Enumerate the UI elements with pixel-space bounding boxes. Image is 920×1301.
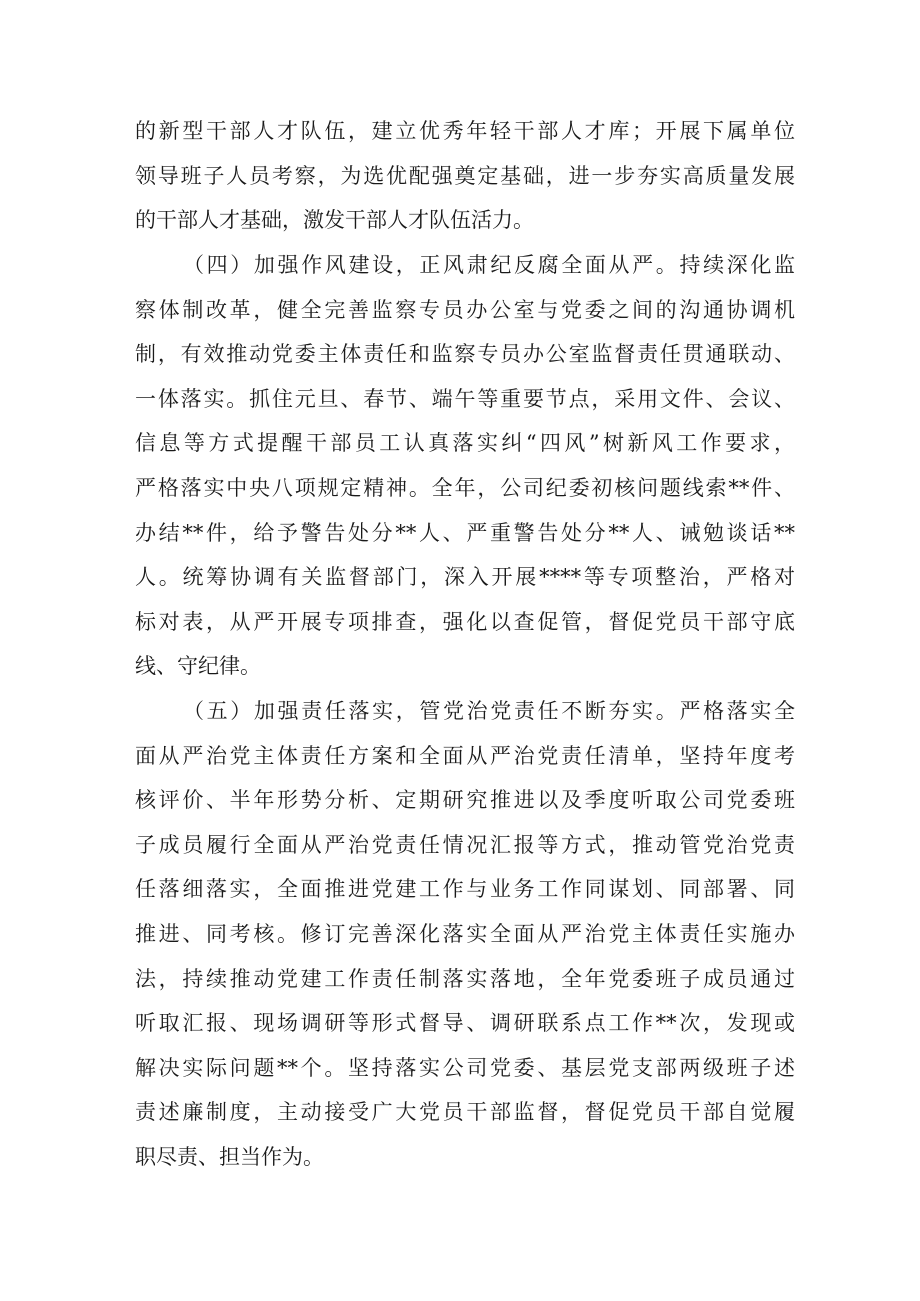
paragraph-2-line-1: （四）加强作风建设，正风肃纪反腐全面从严。持续深化监: [183, 253, 795, 277]
paragraph-3-line-1: （五）加强责任落实，管党治党责任不断夯实。严格落实全: [183, 699, 795, 723]
paragraph-1-line-3: 的干部人才基础，激发干部人才队伍活力。: [135, 208, 534, 232]
paragraph-3-line-11: 职尽责、担当作为。: [135, 1145, 324, 1169]
paragraph-2-line-7: 办结**件，给予警告处分**人、严重警告处分**人、诫勉谈话**: [135, 521, 795, 545]
paragraph-3-line-10: 责述廉制度，主动接受广大党员干部监督，督促党员干部自觉履: [135, 1100, 795, 1124]
paragraph-2-line-6: 严格落实中央八项规定精神。全年，公司纪委初核问题线索**件、: [135, 476, 795, 500]
paragraph-3-line-7: 法，持续推动党建工作责任制落实落地，全年党委班子成员通过: [135, 967, 795, 991]
paragraph-2-line-5: 信息等方式提醒干部员工认真落实纠“四风”树新风工作要求，: [135, 431, 795, 455]
paragraph-3-line-3: 核评价、半年形势分析、定期研究推进以及季度听取公司党委班: [135, 788, 795, 812]
paragraph-2-line-8: 人。统筹协调有关监督部门，深入开展****等专项整治，严格对: [135, 565, 795, 589]
paragraph-3-line-4: 子成员履行全面从严治党责任情况汇报等方式，推动管党治党责: [135, 833, 795, 857]
paragraph-2-line-3: 制，有效推动党委主体责任和监察专员办公室监督责任贯通联动、: [135, 342, 795, 366]
paragraph-2-line-9: 标对表，从严开展专项排查，强化以查促管，督促党员干部守底: [135, 610, 795, 634]
paragraph-2-line-10: 线、守纪律。: [135, 654, 261, 678]
paragraph-3-line-9: 解决实际问题**个。坚持落实公司党委、基层党支部两级班子述: [135, 1056, 795, 1080]
paragraph-2-line-2: 察体制改革，健全完善监察专员办公室与党委之间的沟通协调机: [135, 298, 795, 322]
paragraph-3-line-6: 推进、同考核。修订完善深化落实全面从严治党主体责任实施办: [135, 922, 795, 946]
paragraph-1-line-1: 的新型干部人才队伍，建立优秀年轻干部人才库；开展下属单位: [135, 119, 795, 143]
paragraph-3-line-2: 面从严治党主体责任方案和全面从严治党责任清单，坚持年度考: [135, 744, 795, 768]
paragraph-2-line-4: 一体落实。抓住元旦、春节、端午等重要节点，采用文件、会议、: [135, 387, 795, 411]
paragraph-3-line-8: 听取汇报、现场调研等形式督导、调研联系点工作**次，发现或: [135, 1011, 795, 1035]
paragraph-1-line-2: 领导班子人员考察，为选优配强奠定基础，进一步夯实高质量发展: [135, 164, 795, 188]
paragraph-3-line-5: 任落细落实，全面推进党建工作与业务工作同谋划、同部署、同: [135, 877, 795, 901]
